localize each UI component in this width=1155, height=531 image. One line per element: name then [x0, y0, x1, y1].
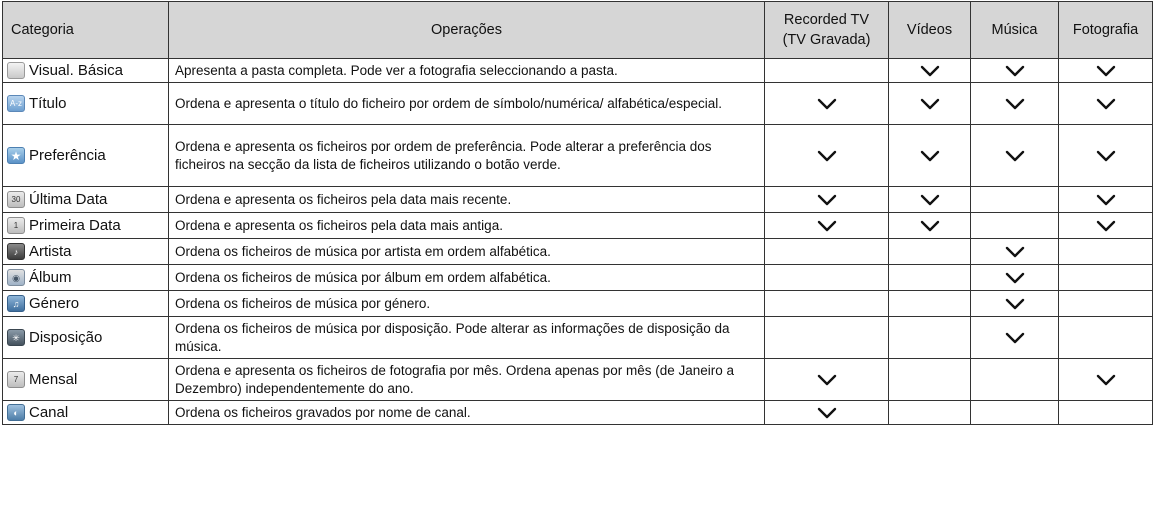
table-row — [3, 59, 1153, 83]
photos-cell — [1059, 187, 1153, 213]
sort-categories-table — [2, 1, 1153, 425]
operation-cell: Ordena e apresenta os ficheiros por ordem de preferência. Pode alterar a preferência dos ficheiros na secção da lista de ficheiros utilizando o botão verde. — [169, 125, 765, 187]
recorded-tv-cell — [765, 125, 889, 187]
header-recorded-tv — [765, 2, 889, 59]
header-recorded-tv-line2: (TV Gravada) — [782, 32, 871, 48]
operation-cell: Ordena e apresenta o título do ficheiro por ordem de símbolo/numérica/ alfabética/especial. — [169, 83, 765, 125]
recorded-tv-cell — [765, 239, 889, 265]
table-row — [3, 125, 1153, 187]
photos-cell — [1059, 265, 1153, 291]
videos-cell — [889, 401, 971, 425]
recorded-tv-cell — [765, 59, 889, 83]
music-cell — [971, 125, 1059, 187]
checkmark-chevron-icon — [920, 98, 940, 110]
videos-cell — [889, 187, 971, 213]
checkmark-chevron-icon — [1005, 272, 1025, 284]
operation-cell: Apresenta a pasta completa. Pode ver a fotografia seleccionando a pasta. — [169, 59, 765, 83]
recorded-tv-cell — [765, 401, 889, 425]
checkmark-chevron-icon — [1005, 150, 1025, 162]
videos-cell — [889, 359, 971, 401]
checkmark-chevron-icon — [1096, 65, 1116, 77]
folder-icon — [7, 62, 25, 79]
checkmark-chevron-icon — [1096, 194, 1116, 206]
header-recorded-tv-line1: Recorded TV — [783, 12, 870, 28]
category-cell — [3, 239, 169, 265]
calendar-30-icon: 30 — [7, 191, 25, 208]
star-icon: ★ — [7, 147, 25, 164]
table-row — [3, 401, 1153, 425]
music-cell — [971, 291, 1059, 317]
category-label: Última Data — [29, 190, 108, 208]
music-cell — [971, 213, 1059, 239]
music-cell — [971, 59, 1059, 83]
photos-cell — [1059, 239, 1153, 265]
recorded-tv-cell — [765, 213, 889, 239]
music-cell — [971, 359, 1059, 401]
mood-icon: ✳ — [7, 329, 25, 346]
recorded-tv-cell — [765, 187, 889, 213]
category-cell — [3, 213, 169, 239]
photos-cell — [1059, 401, 1153, 425]
header-videos: Vídeos — [889, 2, 971, 59]
music-cell — [971, 401, 1059, 425]
checkmark-chevron-icon — [1096, 98, 1116, 110]
table-header-row — [3, 2, 1153, 59]
category-cell — [3, 187, 169, 213]
checkmark-chevron-icon — [817, 374, 837, 386]
header-category: Categoria — [3, 2, 169, 59]
videos-cell — [889, 59, 971, 83]
checkmark-chevron-icon — [920, 220, 940, 232]
checkmark-chevron-icon — [817, 194, 837, 206]
checkmark-chevron-icon — [1005, 298, 1025, 310]
category-cell — [3, 59, 169, 83]
music-cell — [971, 239, 1059, 265]
header-operations: Operações — [169, 2, 765, 59]
photos-cell — [1059, 213, 1153, 239]
genre-icon: ♫ — [7, 295, 25, 312]
checkmark-chevron-icon — [920, 150, 940, 162]
category-label: Disposição — [29, 328, 103, 346]
photos-cell — [1059, 317, 1153, 359]
category-label: Primeira Data — [29, 216, 121, 234]
category-label: Visual. Básica — [29, 61, 123, 79]
artist-icon: ♪ — [7, 243, 25, 260]
checkmark-chevron-icon — [1005, 98, 1025, 110]
table-row — [3, 291, 1153, 317]
table-row — [3, 187, 1153, 213]
recorded-tv-cell — [765, 359, 889, 401]
videos-cell — [889, 125, 971, 187]
videos-cell — [889, 291, 971, 317]
recorded-tv-cell — [765, 265, 889, 291]
operation-cell: Ordena os ficheiros gravados por nome de canal. — [169, 401, 765, 425]
category-cell — [3, 125, 169, 187]
checkmark-chevron-icon — [817, 150, 837, 162]
videos-cell — [889, 265, 971, 291]
table-row — [3, 83, 1153, 125]
operation-cell: Ordena os ficheiros de música por álbum em ordem alfabética. — [169, 265, 765, 291]
music-cell — [971, 187, 1059, 213]
operation-cell: Ordena os ficheiros de música por disposição. Pode alterar as informações de disposição da música. — [169, 317, 765, 359]
category-label: Título — [29, 94, 67, 112]
category-cell — [3, 291, 169, 317]
category-label: Preferência — [29, 146, 106, 164]
table-row — [3, 359, 1153, 401]
checkmark-chevron-icon — [1005, 246, 1025, 258]
table-row — [3, 213, 1153, 239]
checkmark-chevron-icon — [1005, 65, 1025, 77]
photos-cell — [1059, 291, 1153, 317]
photos-cell — [1059, 83, 1153, 125]
category-cell — [3, 317, 169, 359]
checkmark-chevron-icon — [1096, 374, 1116, 386]
music-cell — [971, 83, 1059, 125]
music-cell — [971, 317, 1059, 359]
category-label: Artista — [29, 242, 72, 260]
category-label: Mensal — [29, 370, 78, 388]
operation-cell: Ordena e apresenta os ficheiros pela data mais recente. — [169, 187, 765, 213]
calendar-7-icon: 7 — [7, 371, 25, 388]
videos-cell — [889, 213, 971, 239]
category-cell — [3, 401, 169, 425]
operation-cell: Ordena e apresenta os ficheiros de fotografia por mês. Ordena apenas por mês (de Janeiro a Dezembro) independentemente do ano. — [169, 359, 765, 401]
album-disc-icon: ◉ — [7, 269, 25, 286]
checkmark-chevron-icon — [817, 98, 837, 110]
title-az-icon: A-z — [7, 95, 25, 112]
checkmark-chevron-icon — [1096, 220, 1116, 232]
category-cell — [3, 359, 169, 401]
category-cell — [3, 83, 169, 125]
checkmark-chevron-icon — [817, 220, 837, 232]
videos-cell — [889, 239, 971, 265]
videos-cell — [889, 317, 971, 359]
checkmark-chevron-icon — [1005, 332, 1025, 344]
recorded-tv-cell — [765, 317, 889, 359]
videos-cell — [889, 83, 971, 125]
checkmark-chevron-icon — [817, 407, 837, 419]
checkmark-chevron-icon — [920, 65, 940, 77]
operation-cell: Ordena e apresenta os ficheiros pela data mais antiga. — [169, 213, 765, 239]
operation-cell: Ordena os ficheiros de música por género. — [169, 291, 765, 317]
checkmark-chevron-icon — [1096, 150, 1116, 162]
category-label: Álbum — [29, 268, 72, 286]
table-row — [3, 265, 1153, 291]
category-label: Canal — [29, 403, 69, 421]
recorded-tv-cell — [765, 291, 889, 317]
calendar-1-icon: 1 — [7, 217, 25, 234]
table-row — [3, 317, 1153, 359]
category-cell — [3, 265, 169, 291]
header-photos: Fotografia — [1059, 2, 1153, 59]
music-cell — [971, 265, 1059, 291]
photos-cell — [1059, 125, 1153, 187]
channel-icon: ◐ — [7, 404, 25, 421]
operation-cell: Ordena os ficheiros de música por artista em ordem alfabética. — [169, 239, 765, 265]
header-music: Música — [971, 2, 1059, 59]
checkmark-chevron-icon — [920, 194, 940, 206]
table-row — [3, 239, 1153, 265]
category-label: Género — [29, 294, 80, 312]
recorded-tv-cell — [765, 83, 889, 125]
photos-cell — [1059, 359, 1153, 401]
photos-cell — [1059, 59, 1153, 83]
